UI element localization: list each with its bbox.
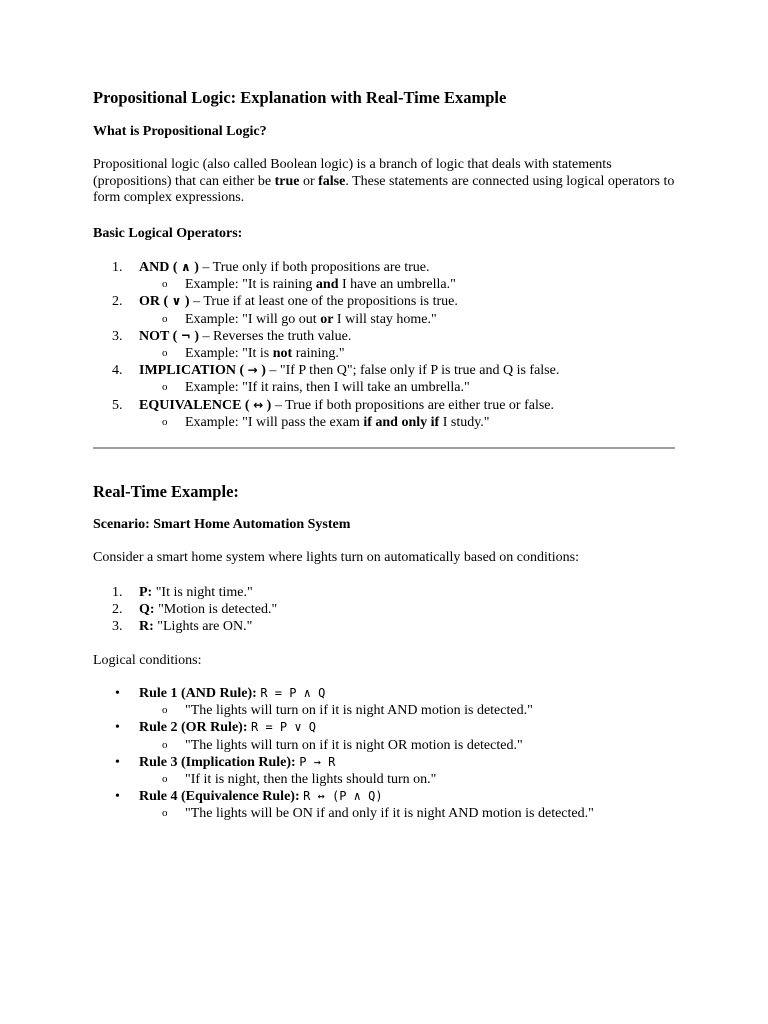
example-bold: and [315,277,339,293]
rule-label: Rule 3 (Implication Rule): [139,754,296,770]
example-heading: Real-Time Example: [93,482,239,501]
list-item [93,618,675,635]
list-item [93,685,675,702]
example-text-end: I will stay home." [333,311,437,327]
rule-formula: R = P ∧ Q [260,686,326,700]
sub-marker: o [162,312,168,325]
rule-explanation: "If it is night, then the lights should turn on." [185,771,437,787]
list-item [93,719,675,736]
rules-list [93,685,675,823]
example-text: Example: "I will pass the exam [185,414,364,430]
item-number: 1. [112,260,123,275]
bullet-marker: • [115,720,120,736]
item-number: 2. [112,294,123,310]
list-item-explanation [93,737,675,754]
item-number: 3. [112,328,123,344]
intro-or: or [299,173,319,189]
scenario-paragraph: Consider a smart home system where lights turn on automatically based on conditions: [93,550,580,565]
operator-desc: – True if both propositions are either true or false. [271,397,555,413]
list-item [93,788,675,805]
operator-name: AND ( [139,260,178,275]
item-number: 2. [112,602,123,618]
example-text: Example: "It is [185,345,273,361]
bullet-marker: • [115,754,120,770]
example-text: Example: "I will go out [185,311,321,327]
operator-symbol: → [247,363,258,378]
list-item [93,328,675,345]
proposition-text: "Motion is detected." [154,602,278,618]
operator-name: EQUIVALENCE ( [139,397,250,413]
intro-text-2: . These statements are connected using logical operators to form complex expressions. [93,173,675,205]
sub-marker: o [162,346,168,359]
proposition-label: R: [139,619,154,635]
rule-label: Rule 4 (Equivalence Rule): [139,789,300,805]
operator-symbol: ↔ [253,397,264,412]
list-item [93,584,675,601]
sub-marker: o [162,704,168,717]
example-text: Example: "If it rains, then I will take an umbrella." [185,380,470,396]
example-bold: or [320,311,334,327]
propositions-list [93,584,675,636]
rule-explanation: "The lights will turn on if it is night OR motion is detected." [185,737,523,753]
example-bold: if and only if [363,414,440,430]
list-item [93,293,675,310]
operator-symbol: ∧ [181,260,191,274]
intro-true: true [274,173,300,189]
list-item [93,259,675,276]
operator-desc: – "If P then Q"; false only if P is true and Q is false. [265,363,560,379]
operator-close: ) [261,363,266,379]
operator-symbol: ¬ [180,328,191,343]
rule-explanation: "The lights will turn on if it is night AND motion is detected." [185,703,533,719]
item-number: 3. [112,619,123,635]
item-number: 4. [112,363,123,379]
list-item [93,754,675,771]
sub-marker: o [162,381,168,394]
bullet-marker: • [115,686,120,701]
scenario-heading: Scenario: Smart Home Automation System [93,517,351,532]
list-item-example [93,276,675,293]
list-item [93,601,675,618]
sub-marker: o [162,738,168,751]
operator-close: ) [266,397,272,413]
list-item-example [93,345,675,362]
intro-text-1: Propositional logic (also called Boolean logic) is a branch of logic that deals with statements (propositions) that can either be [93,157,612,189]
operator-symbol: ∨ [171,294,182,309]
operator-desc: – True only if both propositions are true. [198,260,430,275]
rule-label: Rule 2 (OR Rule): [139,720,248,736]
list-item [93,362,675,379]
rule-formula: R = P ∨ Q [251,720,317,735]
list-item [93,397,675,414]
horizontal-rule [93,447,675,449]
example-text-end: I have an umbrella." [338,277,456,293]
operator-desc: – True if at least one of the propositions is true. [189,294,458,310]
operators-heading: Basic Logical Operators: [93,226,243,241]
operator-close: ) [194,260,199,275]
operators-list [93,259,675,431]
operator-close: ) [194,328,199,344]
intro-heading: What is Propositional Logic? [93,124,267,139]
item-number: 1. [112,585,123,600]
list-item-explanation [93,805,675,822]
list-item-example [93,379,675,396]
bullet-marker: • [115,789,120,805]
operator-name: OR ( [139,294,169,310]
sub-marker: o [162,278,168,291]
rule-label: Rule 1 (AND Rule): [139,686,257,701]
operator-desc: – Reverses the truth value. [198,328,352,344]
example-text: Example: "It is raining [185,277,316,293]
operator-name: IMPLICATION ( [139,363,245,379]
intro-false: false [318,173,346,189]
proposition-text: "It is night time." [152,585,253,600]
list-item-explanation [93,771,675,788]
example-text-end: raining." [292,345,345,361]
proposition-label: Q: [139,602,155,618]
rule-explanation: "The lights will be ON if and only if it is night AND motion is detected." [185,806,594,822]
list-item-example [93,311,675,328]
proposition-label: P: [139,585,153,600]
list-item-example [93,414,675,431]
conditions-label: Logical conditions: [93,653,202,668]
example-bold: not [272,345,293,361]
document-title: Propositional Logic: Explanation with Real-Time Example [93,88,507,107]
sub-marker: o [162,415,168,428]
item-number: 5. [112,397,123,413]
sub-marker: o [162,807,168,820]
rule-formula: P → R [299,754,336,769]
operator-name: NOT ( [139,328,178,344]
rule-formula: R ↔ (P ∧ Q) [303,789,383,804]
example-text-end: I study." [439,414,490,430]
proposition-text: "Lights are ON." [153,619,253,635]
operator-close: ) [184,294,190,310]
intro-paragraph [93,157,675,207]
list-item-explanation [93,702,675,719]
sub-marker: o [162,772,168,785]
